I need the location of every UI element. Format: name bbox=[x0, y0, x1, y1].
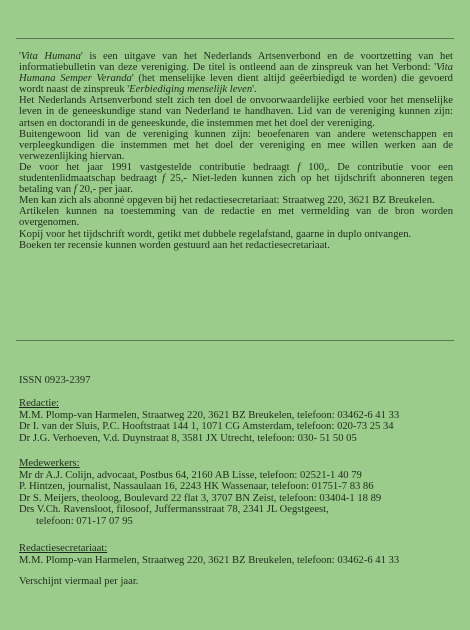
intro-paragraph-6: Artikelen kunnen na toestemming van de redactie en met vermelding van de bron worden overgenomen. bbox=[19, 206, 453, 229]
redactie-heading: Redactie: bbox=[19, 398, 60, 409]
secretariaat-section bbox=[19, 543, 453, 566]
secretariaat-line: M.M. Plomp-van Harmelen, Straatweg 220, 3621 BZ Breukelen, telefoon: 03462-6 41 33 bbox=[19, 554, 400, 566]
redactie-section bbox=[19, 398, 453, 444]
secretariaat-heading: Redactiesecretariaat: bbox=[19, 543, 108, 554]
intro-paragraph-4 bbox=[19, 162, 453, 195]
text: 100,. De contributie voor een studentenlidmaatschap bedraagt bbox=[19, 161, 453, 185]
medewerker-line: Drs V.Ch. Ravensloot, filosoof, Juffermansstraat 78, 2341 JL Oegstgeest, bbox=[19, 504, 329, 515]
guilder-sign: f bbox=[297, 161, 301, 173]
guilder-sign: f bbox=[73, 184, 77, 196]
intro-paragraph-3: Buitengewoon lid van de vereniging kunnen zijn: beoefenaren van andere wetenschappen en verpleegkundigen die instemmen met het doel der vereniging en mee willen werken aan de verwezenlijking hiervan. bbox=[19, 128, 453, 162]
medewerker-line-continued: telefoon: 071-17 07 95 bbox=[36, 515, 133, 527]
text: ' (het menselijke leven dient altijd geëerbiedigd te worden) die gevoerd wordt naast de zinspreuk ' bbox=[19, 73, 453, 96]
intro-paragraph-1 bbox=[19, 51, 453, 95]
medewerkers-heading: Medewerkers: bbox=[19, 458, 80, 469]
medewerker-line: Dr S. Meijers, theoloog, Boulevard 22 flat 3, 3707 BN Zeist, telefoon: 03404-1 18 89 bbox=[19, 492, 382, 504]
redactie-line: M.M. Plomp-van Harmelen, Straatweg 220, 3621 BZ Breukelen, telefoon: 03462-6 41 33 bbox=[19, 409, 400, 421]
text: ' bbox=[19, 51, 21, 62]
intro-paragraph-5: Men kan zich als abonné opgeven bij het redactiesecretariaat: Straatweg 220, 3621 BZ Breukelen. bbox=[19, 195, 435, 207]
frequency-note: Verschijnt viermaal per jaar. bbox=[19, 576, 139, 587]
text: De voor het jaar 1991 vastgestelde contributie bedraagt bbox=[19, 161, 298, 173]
text: 25,- Niet-leden kunnen zich op het tijdschrift abonneren tegen betaling van bbox=[19, 173, 453, 196]
intro-paragraph-7: Kopij voor het tijdschrift wordt, getikt met dubbele regelafstand, gaarne in duplo ontvangen. bbox=[19, 228, 412, 240]
text: ' is een uitgave van het Nederlands Artsenverbond en de voortzetting van het informatiebulletin van deze vereniging. De titel is ontleend aan de zinspreuk van het Verbond: ' bbox=[19, 51, 453, 74]
medewerkers-section bbox=[19, 458, 453, 527]
medewerker-line: P. Hintzen, journalist, Nassaulaan 16, 2243 HK Wassenaar, telefoon: 01751-7 83 86 bbox=[19, 481, 374, 492]
text: 20,- per jaar. bbox=[76, 184, 133, 196]
motto-2: Eerbiediging menselijk leven bbox=[129, 84, 253, 96]
intro-paragraph-8: Boeken ter recensie kunnen worden gestuurd aan het redactiesecretariaat. bbox=[19, 239, 330, 251]
intro-text bbox=[19, 51, 453, 251]
guilder-sign: f bbox=[162, 173, 166, 185]
text: '. bbox=[252, 84, 257, 96]
top-rule bbox=[16, 38, 454, 39]
issn: ISSN 0923-2397 bbox=[19, 375, 91, 386]
middle-rule bbox=[16, 340, 454, 341]
redactie-line: Dr I. van der Sluis, P.C. Hooftstraat 144 1, 1071 CG Amsterdam, telefoon: 020-73 25 34 bbox=[19, 421, 394, 432]
journal-title: Vita Humana bbox=[20, 51, 81, 62]
motto: Vita Humana Semper Veranda bbox=[19, 62, 453, 85]
medewerker-line: Mr dr A.J. Colijn, advocaat, Postbus 64, 2160 AB Lisse, telefoon: 02521-1 40 79 bbox=[19, 469, 362, 481]
redactie-line: Dr J.G. Verhoeven, V.d. Duynstraat 8, 3581 JX Utrecht, telefoon: 030- 51 50 05 bbox=[19, 432, 357, 444]
intro-paragraph-2: Het Nederlands Artsenverbond stelt zich ten doel de onvoorwaardelijke eerbied voor het menselijke leven in de geneeskundige stand van Nederland te handhaven. Lid van de vereniging kunnen zijn: artsen en doctorandi in de geneeskunde, die instemmen met het doel der vereniging. bbox=[19, 95, 453, 129]
